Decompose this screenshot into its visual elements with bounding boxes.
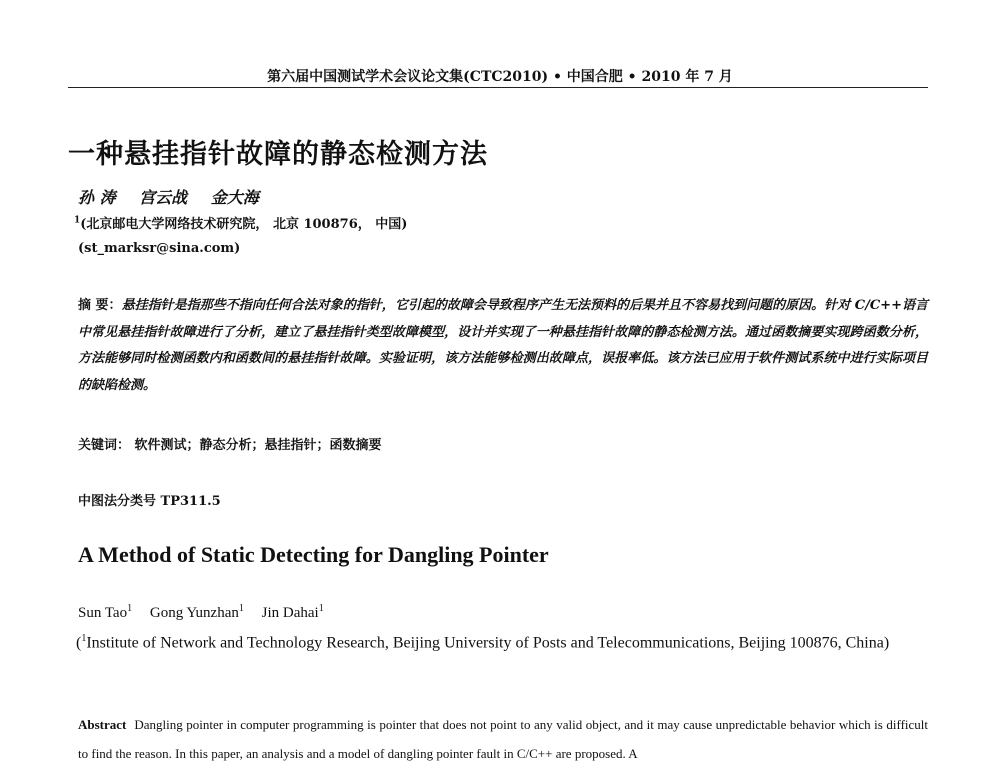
classification-number xyxy=(78,490,221,509)
abstract-cn-label: 摘 要： xyxy=(78,298,122,313)
affiliation-cn xyxy=(74,213,407,232)
author-en-2-name: Gong Yunzhan xyxy=(149,605,239,621)
paper-title-en: A Method of Static Detecting for Dangling Pointer xyxy=(78,542,549,567)
author-en-2 xyxy=(150,605,244,621)
abstract-cn xyxy=(78,293,928,400)
author-cn-1: 孙 涛 xyxy=(78,188,116,207)
author-email: (st_marksr@sina.com) xyxy=(78,241,241,256)
classification-value: TP311.5 xyxy=(160,494,221,509)
author-en-1-sup: 1 xyxy=(127,603,133,614)
paper-title-cn: 一种悬挂指针故障的静态检测方法 xyxy=(68,139,488,170)
affiliation-en-sup: 1 xyxy=(81,633,87,644)
author-en-2-sup: 1 xyxy=(238,603,244,614)
author-en-3 xyxy=(262,605,324,621)
authors-cn xyxy=(78,185,277,208)
abstract-en-label: Abstract xyxy=(78,717,127,732)
running-header: 第六届中国测试学术会议论文集(CTC2010) • 中国合肥 • 2010 年 7 月 xyxy=(267,69,733,85)
author-cn-2: 宫云战 xyxy=(139,188,188,207)
authors-en xyxy=(78,603,338,622)
affiliation-cn-sup: 1 xyxy=(74,215,81,226)
affiliation-en-text: Institute of Network and Technology Research, Beijing University of Posts and Telecommunications, Beijing 100876, China) xyxy=(86,634,890,652)
keywords-cn xyxy=(78,434,382,453)
affiliation-en: ($^1$Institute of Network and Technology Research, Beijing University of Posts and Telecommunications, Beijing 100876, China) xyxy=(76,633,890,652)
abstract-cn-text: 悬挂指针是指那些不指向任何合法对象的指针，它引起的故障会导致程序产生无法预料的后果并且不容易找到问题的原因。针对 C/C++语言中常见悬挂指针故障进行了分析，建立了悬挂指针类型故障模型，设计并实现了一种悬挂指针故障的静态检测方法。通过函数摘要实现跨函数分析，方法能够同时检测函数内和函数间的悬挂指针故障。实验证明，该方法能够检测出故障点，误报率低。该方法已应用于软件测试系统中进行实际项目的缺陷检测。 xyxy=(78,298,928,394)
author-cn-3: 金大海 xyxy=(210,188,259,207)
keywords-cn-text: 软件测试；静态分析；悬挂指针；函数摘要 xyxy=(134,438,382,453)
abstract-en-text: Dangling pointer in computer programming is pointer that does not point to any valid object, and it may cause unpredictable behavior which is difficult to find the reason. In this paper, an analysis and a model of dangling pointer fault in C/C++ are proposed. A xyxy=(78,717,928,761)
author-en-1 xyxy=(78,605,132,621)
author-en-1-name: Sun Tao xyxy=(78,605,128,621)
header-rule xyxy=(68,87,928,88)
abstract-en xyxy=(78,710,928,768)
classification-label: 中图法分类号 xyxy=(78,494,157,509)
affiliation-cn-text: (北京邮电大学网络技术研究院， 北京 100876， 中国) xyxy=(80,217,408,232)
keywords-cn-label: 关键词： xyxy=(78,438,131,453)
author-en-3-sup: 1 xyxy=(318,603,324,614)
author-en-3-name: Jin Dahai xyxy=(261,605,319,621)
